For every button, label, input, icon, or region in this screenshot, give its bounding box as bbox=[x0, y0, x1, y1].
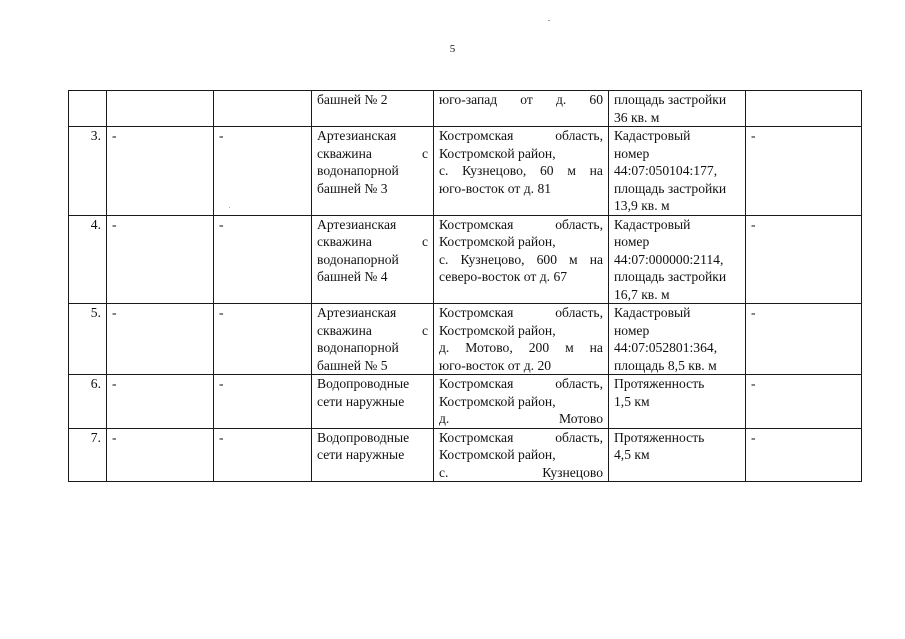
column-2-cell bbox=[107, 91, 214, 127]
characteristics-cell bbox=[609, 127, 746, 216]
cell-line bbox=[317, 233, 428, 251]
cell-line: северо-восток от д. 67 bbox=[439, 269, 568, 284]
cell-line: номер bbox=[614, 145, 650, 161]
column-7-cell: - bbox=[746, 215, 862, 304]
cell-line: 4,5 км bbox=[614, 447, 650, 462]
address-cell bbox=[434, 127, 609, 216]
row-number-cell: 5. bbox=[69, 304, 107, 375]
cell-line bbox=[439, 339, 603, 357]
cell-line: Костромской район, bbox=[439, 234, 556, 249]
cell-word: Кузнецово bbox=[542, 464, 603, 480]
column-3-cell: - bbox=[214, 375, 312, 429]
cell-word: д. bbox=[439, 340, 450, 355]
cell-word: Костромская bbox=[439, 216, 514, 232]
table-row bbox=[69, 375, 862, 429]
column-7-cell: - bbox=[746, 304, 862, 375]
column-2-cell: - bbox=[107, 215, 214, 304]
table-row bbox=[69, 215, 862, 304]
cell-line bbox=[317, 145, 428, 163]
cell-word: область, bbox=[555, 128, 603, 143]
column-7-cell: - bbox=[746, 127, 862, 216]
cell-word: с bbox=[421, 234, 428, 249]
row-number-cell: 4. bbox=[69, 215, 107, 304]
cell-line: номер bbox=[614, 234, 650, 249]
cell-word: скважина bbox=[317, 322, 372, 338]
cell-word: юго-запад bbox=[439, 92, 498, 107]
cell-line: 13,9 кв. м bbox=[614, 198, 670, 213]
cell-line: 44:07:050104:177, bbox=[614, 163, 718, 178]
cell-word: д. bbox=[439, 411, 450, 426]
column-7-cell: - bbox=[746, 428, 862, 482]
cell-word: м bbox=[565, 340, 574, 355]
registry-table bbox=[68, 90, 862, 482]
cell-word: Костромская bbox=[439, 376, 514, 391]
column-3-cell: - bbox=[214, 215, 312, 304]
column-3-cell: - bbox=[214, 428, 312, 482]
cell-word: на bbox=[589, 251, 603, 267]
cell-word: с. bbox=[439, 464, 449, 480]
cell-line: Протяженность bbox=[614, 429, 705, 445]
cell-word: с. bbox=[439, 251, 449, 267]
address-cell bbox=[434, 428, 609, 482]
table-row bbox=[69, 304, 862, 375]
cell-line: сети наружные bbox=[317, 447, 405, 462]
cell-line: Артезианская bbox=[317, 305, 397, 320]
cell-line: Артезианская bbox=[317, 128, 397, 143]
row-number-cell: 6. bbox=[69, 375, 107, 429]
cell-word: Костромская bbox=[439, 305, 514, 320]
cell-word: Мотово, bbox=[465, 340, 513, 355]
cell-word: Кузнецово, bbox=[462, 163, 527, 178]
column-3-cell: - bbox=[214, 127, 312, 216]
cell-word: 200 bbox=[528, 340, 550, 355]
cell-line: юго-восток от д. 81 bbox=[439, 180, 552, 196]
cell-word: область, bbox=[555, 429, 603, 445]
object-name-cell bbox=[312, 91, 434, 127]
cell-word: м bbox=[567, 163, 576, 178]
address-cell bbox=[434, 375, 609, 429]
cell-line: площадь застройки bbox=[614, 92, 727, 107]
cell-word: с. bbox=[439, 163, 449, 178]
cell-line: Кадастровый bbox=[614, 128, 691, 143]
column-2-cell: - bbox=[107, 428, 214, 482]
row-number-cell: 7. bbox=[69, 428, 107, 482]
cell-line bbox=[439, 429, 603, 447]
cell-line: Водопроводные bbox=[317, 376, 410, 391]
cell-line: Костромской район, bbox=[439, 322, 556, 338]
page-number: 5 bbox=[449, 43, 456, 55]
cell-line bbox=[439, 464, 603, 482]
cell-line: Костромской район, bbox=[439, 393, 556, 409]
cell-line bbox=[317, 322, 428, 340]
cell-word: 60 bbox=[540, 163, 554, 178]
cell-line: водонапорной bbox=[317, 251, 399, 267]
column-7-cell bbox=[746, 91, 862, 127]
address-cell bbox=[434, 91, 609, 127]
cell-word: на bbox=[589, 340, 603, 355]
cell-line: башней № 2 bbox=[317, 92, 388, 107]
row-number-cell: 3. bbox=[69, 127, 107, 216]
column-7-cell: - bbox=[746, 375, 862, 429]
cell-line bbox=[439, 410, 603, 428]
characteristics-cell bbox=[609, 428, 746, 482]
cell-line bbox=[439, 251, 603, 269]
column-2-cell: - bbox=[107, 127, 214, 216]
cell-line: номер bbox=[614, 322, 650, 338]
row-number-cell bbox=[69, 91, 107, 127]
cell-word: скважина bbox=[317, 145, 372, 161]
cell-line: Протяженность bbox=[614, 376, 705, 391]
table-body bbox=[69, 91, 862, 482]
cell-word: Кузнецово, bbox=[460, 251, 525, 267]
cell-line: площадь застройки bbox=[614, 180, 727, 196]
cell-word: с bbox=[421, 322, 428, 338]
cell-line bbox=[439, 91, 603, 109]
cell-line: 36 кв. м bbox=[614, 109, 660, 125]
cell-word: 60 bbox=[589, 92, 603, 107]
cell-line: 44:07:052801:364, bbox=[614, 340, 718, 355]
characteristics-cell bbox=[609, 304, 746, 375]
cell-word: с bbox=[421, 145, 428, 161]
object-name-cell bbox=[312, 375, 434, 429]
table-row bbox=[69, 428, 862, 482]
cell-line: площадь застройки bbox=[614, 269, 727, 284]
column-3-cell bbox=[214, 91, 312, 127]
object-name-cell bbox=[312, 428, 434, 482]
object-name-cell bbox=[312, 304, 434, 375]
address-cell bbox=[434, 215, 609, 304]
cell-word: область, bbox=[555, 376, 603, 391]
cell-word: Мотово bbox=[558, 411, 603, 426]
column-2-cell: - bbox=[107, 304, 214, 375]
cell-word: Костромская bbox=[439, 429, 514, 445]
cell-word: 600 bbox=[536, 251, 558, 267]
cell-word: Костромская bbox=[439, 128, 514, 143]
cell-line: Артезианская bbox=[317, 216, 397, 232]
cell-line: 1,5 км bbox=[614, 393, 650, 409]
characteristics-cell bbox=[609, 215, 746, 304]
cell-line bbox=[439, 304, 603, 322]
cell-line bbox=[439, 216, 603, 234]
cell-word: от bbox=[520, 92, 533, 107]
cell-line: Водопроводные bbox=[317, 429, 410, 445]
cell-line: Костромской район, bbox=[439, 145, 556, 161]
cell-line: 16,7 кв. м bbox=[614, 286, 670, 302]
cell-line: Кадастровый bbox=[614, 305, 691, 320]
cell-line: башней № 4 bbox=[317, 269, 388, 284]
cell-line bbox=[439, 162, 603, 180]
cell-line: башней № 3 bbox=[317, 180, 388, 196]
characteristics-cell bbox=[609, 375, 746, 429]
cell-word: м bbox=[569, 251, 578, 267]
cell-line: Кадастровый bbox=[614, 216, 691, 232]
object-name-cell bbox=[312, 127, 434, 216]
characteristics-cell bbox=[609, 91, 746, 127]
cell-line: Костромской район, bbox=[439, 447, 556, 462]
cell-line: 44:07:000000:2114, bbox=[614, 251, 724, 267]
cell-word: д. bbox=[555, 92, 567, 107]
cell-line: площадь 8,5 кв. м bbox=[614, 357, 717, 373]
cell-line bbox=[439, 127, 603, 145]
cell-line bbox=[439, 375, 603, 393]
column-2-cell: - bbox=[107, 375, 214, 429]
column-3-cell: - bbox=[214, 304, 312, 375]
cell-word: область, bbox=[555, 216, 603, 232]
cell-line: сети наружные bbox=[317, 393, 405, 409]
cell-word: скважина bbox=[317, 234, 372, 249]
object-name-cell bbox=[312, 215, 434, 304]
cell-line: башней № 5 bbox=[317, 357, 388, 373]
cell-line: водонапорной bbox=[317, 340, 399, 355]
address-cell bbox=[434, 304, 609, 375]
cell-line: юго-восток от д. 20 bbox=[439, 357, 552, 373]
table-row bbox=[69, 127, 862, 216]
cell-line: водонапорной bbox=[317, 163, 399, 178]
cell-word: на bbox=[589, 163, 603, 178]
table-row bbox=[69, 91, 862, 127]
cell-word: область, bbox=[555, 305, 603, 320]
scan-speck bbox=[548, 20, 550, 21]
